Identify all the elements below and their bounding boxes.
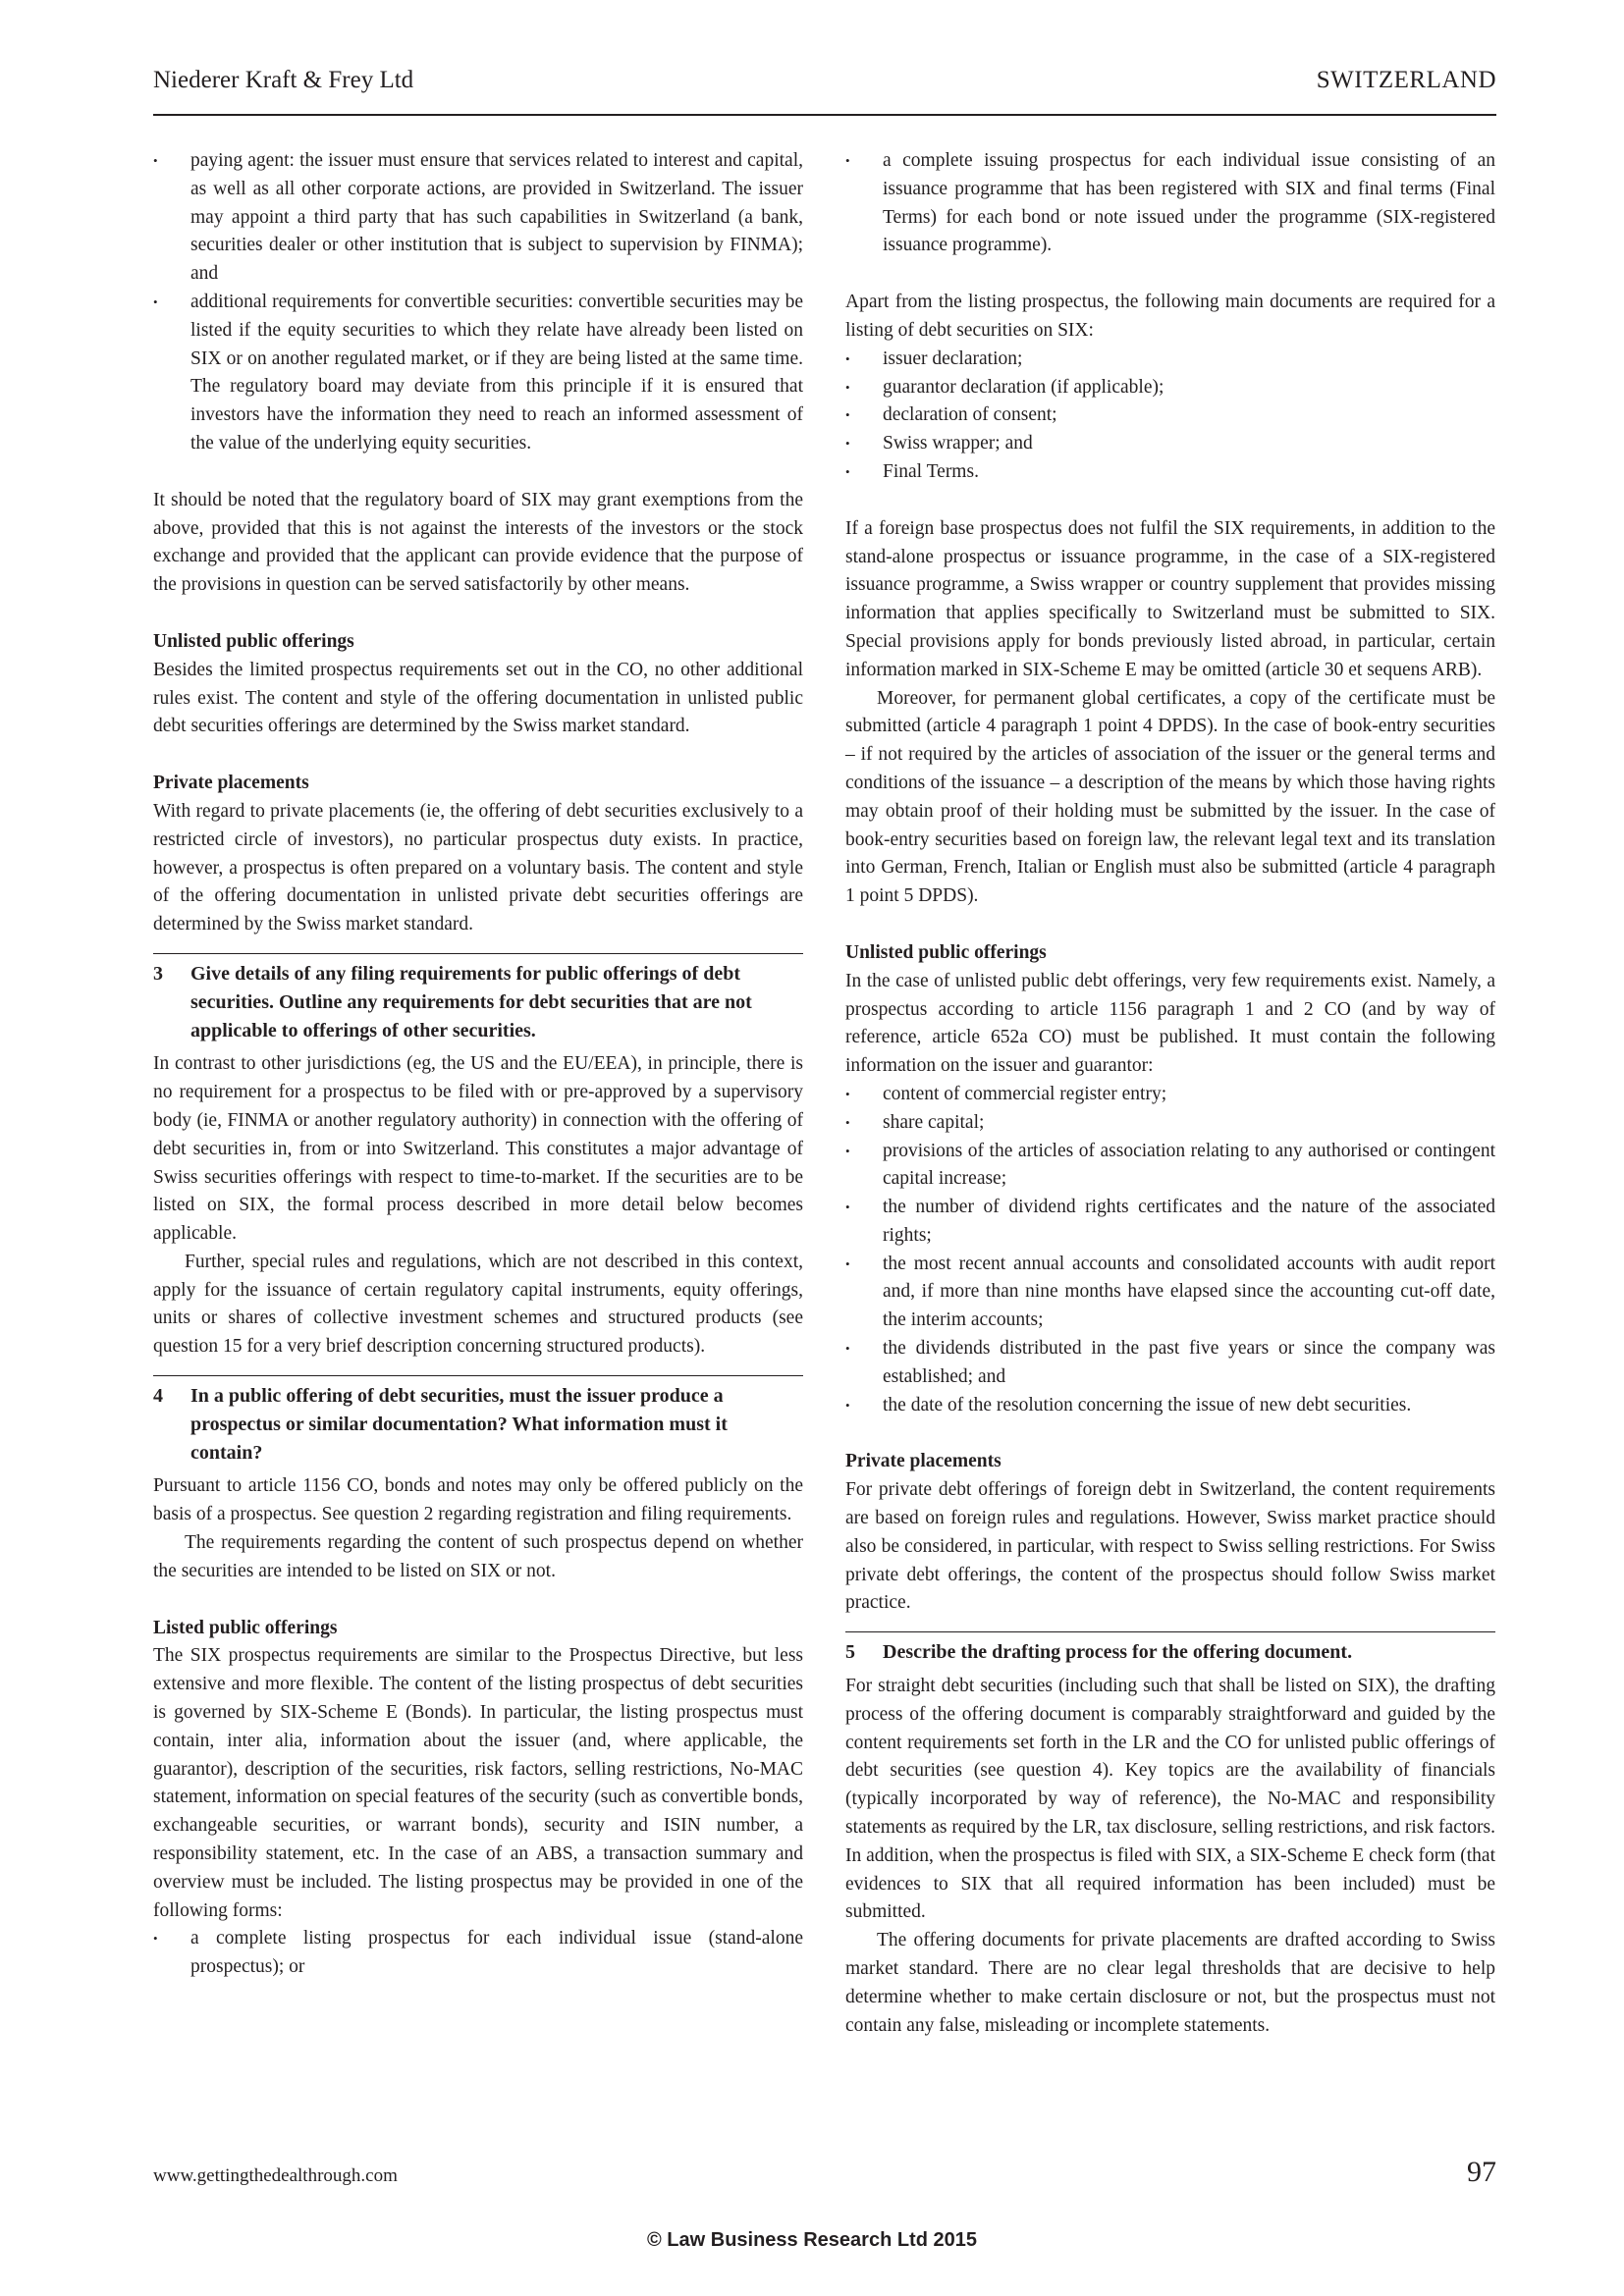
unlisted-paragraph: In the case of unlisted public debt offerings, very few requirements exist. Namely, a prospectus according to article 1156 paragraph 1 and 2 CO (and by way of reference, article 652a CO) must be published. It must contain the following information on the issuer and guarantor:: [845, 970, 1495, 1077]
list-item: • provisions of the articles of association relating to any authorised or contingent capital increase;: [845, 1138, 1495, 1195]
q4-paragraph-2: The requirements regarding the content of such prospectus depend on whether the securities are intended to be listed on SIX or not.: [153, 1532, 803, 1581]
left-column: [153, 147, 803, 1982]
unlisted-heading: Unlisted public offerings: [845, 941, 1047, 963]
jurisdiction-title: SWITZERLAND: [1316, 67, 1496, 93]
copyright-notice: © Law Business Research Ltd 2015: [647, 2229, 977, 2251]
list-item: • additional requirements for convertible securities: convertible securities may be listed if the equity securities to which they relate have already been listed on SIX or on another regulated market, or if they are being listed at the same time. The regulatory board may deviate from this principle if it is ensured that investors have the information they need to reach an informed assessment of the value of the underlying equity securities.: [153, 289, 803, 458]
unlisted-heading: Unlisted public offerings: [153, 630, 354, 652]
footer-website-link[interactable]: www.gettingthedealthrough.com: [153, 2165, 398, 2186]
question-number: 3: [153, 962, 163, 985]
list-item: • the most recent annual accounts and consolidated accounts with audit report and, if more than nine months have elapsed since the accounting cut-off date, the interim accounts;: [845, 1251, 1495, 1335]
question-5-heading: [845, 1631, 1495, 1667]
question-number: 5: [845, 1641, 855, 1664]
q5-paragraph-2: The offering documents for private placements are drafted according to Swiss market standard. There are no clear legal thresholds that are decisive to help determine whether to make certain disclosure or not, but the prospectus must not contain any false, misleading or incomplete statements.: [845, 1930, 1495, 2036]
list-item: • Swiss wrapper; and: [845, 430, 1495, 458]
listed-bullet-list: [153, 1925, 803, 1982]
listed-heading: Listed public offerings: [153, 1617, 338, 1638]
listed-paragraph: The SIX prospectus requirements are similar to the Prospectus Directive, but less extensive and more flexible. The content of the listing prospectus of debt securities is governed by SIX-Scheme E (Bonds). In particular, the listing prospectus must contain, inter alia, information about the issuer (and, where applicable, the guarantor), description of the securities, risk factors, selling restrictions, No-MAC statement, information on special features of the security (such as convertible bonds, exchangeable securities, or warrant bonds), security and ISIN number, a responsibility statement, etc. In the case of an ABS, a transaction summary and overview must be included. The listing prospectus may be provided in one of the following forms:: [153, 1645, 803, 1921]
list-item: • issuer declaration;: [845, 346, 1495, 374]
list-item: • a complete issuing prospectus for each individual issue consisting of an issuance programme that has been registered with SIX and final terms (Final Terms) for each bond or note issued under the programme (SIX-registered issuance programme).: [845, 147, 1495, 260]
question-text: Describe the drafting process for the offering document.: [883, 1641, 1353, 1664]
q5-paragraph-1: For straight debt securities (including such that shall be listed on SIX), the drafting process of the offering document is comparably straightforward and guided by the content requirements set forth in the LR and the CO for unlisted public offerings of debt securities (see question 4). Key topics are the availability of financials (typically incorporated by way of reference), the No-MAC and responsibility statements as required by the LR, tax disclosure, selling restrictions, and risk factors. In addition, when the prospectus is filed with SIX, a SIX-Scheme E check form (that evidences to SIX that all required information has been included) must be submitted.: [845, 1676, 1495, 1923]
right-column: [845, 147, 1495, 2040]
list-item: • share capital;: [845, 1109, 1495, 1138]
question-text: Give details of any filing requirements for public offerings of debt securities. Outline any requirements for debt securities that are not applicable to offerings of other securities.: [190, 962, 752, 1041]
list-item: • paying agent: the issuer must ensure that services related to interest and capital, as well as all other corporate actions, are provided in Switzerland. The issuer may appoint a third party that has such capabilities in Switzerland (a bank, securities dealer or other institution that is subject to supervision by FINMA); and: [153, 147, 803, 289]
moreover-paragraph: Moreover, for permanent global certificates, a copy of the certificate must be submitted (article 4 paragraph 1 point 4 DPDS). In the case of book-entry securities – if not required by the articles of association of the issuer or the general terms and conditions of the issuance – a description of the means by which those having rights may obtain proof of their holding must be submitted by the issuer. In the case of book-entry securities based on foreign law, the relevant legal text and its translation into German, French, Italian or English must also be submitted (article 4 paragraph 1 point 5 DPDS).: [845, 687, 1495, 907]
foreign-prospectus-paragraph: If a foreign base prospectus does not fulfil the SIX requirements, in addition to the stand-alone prospectus or issuance programme, in the case of a SIX-registered issuance programme, a Swiss wrapper or country supplement that provides missing information that applies specifically to Switzerland must be submitted to SIX. Special provisions apply for bonds previously listed abroad, in particular, certain information marked in SIX-Scheme E may be omitted (article 30 et sequens ARB).: [845, 517, 1495, 680]
top-bullet-list: [845, 147, 1495, 260]
documents-paragraph: Apart from the listing prospectus, the following main documents are required for a listing of debt securities on SIX:: [845, 292, 1495, 341]
list-item: • the number of dividend rights certificates and the nature of the associated rights;: [845, 1194, 1495, 1251]
private-paragraph: For private debt offerings of foreign debt in Switzerland, the content requirements are based on foreign rules and regulations. However, Swiss market practice should also be considered, in particular, with respect to Swiss selling restrictions. For Swiss private debt offerings, the content of the prospectus should follow Swiss market practice.: [845, 1479, 1495, 1614]
q4-paragraph-1: Pursuant to article 1156 CO, bonds and notes may only be offered publicly on the basis of a prospectus. See question 2 regarding registration and filing requirements.: [153, 1475, 803, 1525]
q3-paragraph-1: In contrast to other jurisdictions (eg, the US and the EU/EEA), in principle, there is no requirement for a prospectus to be filed with or pre-approved by a supervisory body (ie, FINMA or another regulatory authority) in connection with the offering of debt securities in, from or into Switzerland. This constitutes a major advantage of Swiss securities offerings with respect to time-to-market. If the securities are to be listed on SIX, the formal process described in more detail below becomes applicable.: [153, 1053, 803, 1245]
exemptions-paragraph: It should be noted that the regulatory board of SIX may grant exemptions from the above, provided that this is not against the interests of the investors or the stock exchange and provided that the applicant can provide evidence that the purpose of the provisions in question can be served satisfactorily by other means.: [153, 489, 803, 596]
list-item: • Final Terms.: [845, 458, 1495, 487]
running-header: [153, 67, 1496, 116]
list-item: • guarantor declaration (if applicable);: [845, 374, 1495, 402]
private-heading: Private placements: [153, 773, 309, 794]
private-paragraph: With regard to private placements (ie, the offering of debt securities exclusively to a restricted circle of investors), no particular prospectus duty exists. In practice, however, a prospectus is often prepared on a voluntary basis. The content and style of the offering documentation in unlisted private debt securities offerings are determined by the Swiss market standard.: [153, 800, 803, 935]
list-item: • a complete listing prospectus for each individual issue (stand-alone prospectus); or: [153, 1925, 803, 1982]
question-3-heading: [153, 953, 803, 1044]
publisher-name: Niederer Kraft & Frey Ltd: [153, 67, 414, 93]
unlisted-paragraph: Besides the limited prospectus requirements set out in the CO, no other additional rules exist. The content and style of the offering documentation in unlisted public debt securities offerings are determined by the Swiss market standard.: [153, 659, 803, 737]
list-item: • content of commercial register entry;: [845, 1081, 1495, 1109]
page-number: 97: [1467, 2156, 1496, 2188]
private-heading: Private placements: [845, 1451, 1001, 1472]
intro-bullet-list: [153, 147, 803, 458]
q3-paragraph-2: Further, special rules and regulations, which are not described in this context, apply for the issuance of certain regulatory capital instruments, equity offerings, units or shares of collective investment schemes and structured products (see question 15 for a very brief description concerning structured products).: [153, 1251, 803, 1358]
list-item: • the dividends distributed in the past five years or since the company was established; and: [845, 1335, 1495, 1392]
question-number: 4: [153, 1385, 163, 1408]
question-text: In a public offering of debt securities, must the issuer produce a prospectus or similar documentation? What information must it contain?: [190, 1385, 728, 1464]
documents-bullet-list: [845, 346, 1495, 487]
unlisted-bullet-list: [845, 1081, 1495, 1420]
list-item: • the date of the resolution concerning the issue of new debt securities.: [845, 1392, 1495, 1420]
question-4-heading: [153, 1375, 803, 1467]
list-item: • declaration of consent;: [845, 401, 1495, 430]
